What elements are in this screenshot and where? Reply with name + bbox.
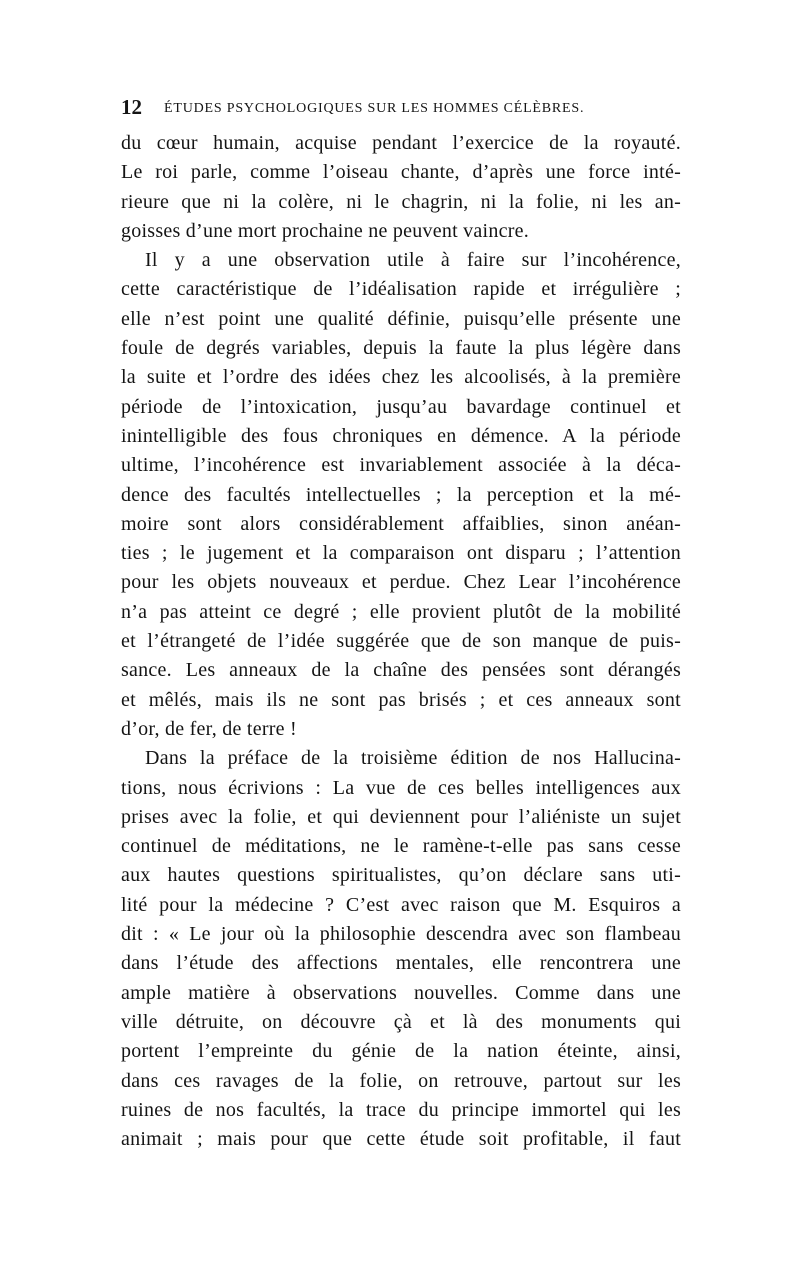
- paragraph-start-line: Dans la préface de la troisième édition de nos Hallucina-: [145, 747, 681, 770]
- text-line: ville détruite, on découvre çà et là des monuments qui: [121, 1010, 681, 1033]
- running-header: [121, 95, 681, 117]
- text-line: continuel de méditations, ne le ramène-t-elle pas sans cesse: [121, 835, 681, 858]
- text-line: goisses d’une mort prochaine ne peuvent vaincre.: [121, 219, 529, 242]
- text-line: tions, nous écrivions : La vue de ces belles intelligences aux: [121, 776, 681, 799]
- body-text: [121, 129, 681, 1154]
- text-line: prises avec la folie, et qui deviennent pour l’aliéniste un sujet: [121, 805, 681, 828]
- text-line: inintelligible des fous chroniques en démence. A la période: [121, 424, 681, 447]
- text-line: dence des facultés intellectuelles ; la perception et la mé-: [121, 483, 681, 506]
- text-line: d’or, de fer, de terre !: [121, 717, 297, 740]
- text-line: portent l’empreinte du génie de la nation éteinte, ainsi,: [121, 1040, 681, 1063]
- text-line: animait ; mais pour que cette étude soit profitable, il faut: [121, 1128, 681, 1151]
- text-line: dans ces ravages de la folie, on retrouve, partout sur les: [121, 1069, 681, 1092]
- text-line: rieure que ni la colère, ni le chagrin, ni la folie, ni les an-: [121, 190, 681, 213]
- text-line: dans l’étude des affections mentales, elle rencontrera une: [121, 952, 681, 975]
- text-line: et l’étrangeté de l’idée suggérée que de son manque de puis-: [121, 630, 681, 653]
- text-line: pour les objets nouveaux et perdue. Chez Lear l’incohérence: [121, 571, 681, 594]
- text-line: dit : « Le jour où la philosophie descendra avec son flambeau: [121, 923, 681, 946]
- text-line: moire sont alors considérablement affaiblies, sinon anéan-: [121, 512, 681, 535]
- text-line: ultime, l’incohérence est invariablement associée à la déca-: [121, 454, 681, 477]
- running-title: ÉTUDES PSYCHOLOGIQUES SUR LES HOMMES CÉLÈBRES.: [164, 101, 585, 116]
- text-line: foule de degrés variables, depuis la faute la plus légère dans: [121, 337, 681, 360]
- text-line: ties ; le jugement et la comparaison ont disparu ; l’attention: [121, 542, 681, 565]
- text-line: ample matière à observations nouvelles. Comme dans une: [121, 981, 681, 1004]
- text-line: n’a pas atteint ce degré ; elle provient plutôt de la mobilité: [121, 600, 681, 623]
- text-line: la suite et l’ordre des idées chez les alcoolisés, à la première: [121, 366, 681, 389]
- text-line: période de l’intoxication, jusqu’au bavardage continuel et: [121, 395, 681, 418]
- text-line: du cœur humain, acquise pendant l’exercice de la royauté.: [121, 132, 681, 154]
- text-line: et mêlés, mais ils ne sont pas brisés ; et ces anneaux sont: [121, 688, 681, 711]
- text-line: Le roi parle, comme l’oiseau chante, d’après une force inté-: [121, 161, 681, 184]
- text-line: lité pour la médecine ? C’est avec raison que M. Esquiros a: [121, 893, 681, 916]
- text-line: ruines de nos facultés, la trace du principe immortel qui les: [121, 1098, 681, 1121]
- text-line: aux hautes questions spiritualistes, qu’on déclare sans uti-: [121, 864, 681, 887]
- text-line: sance. Les anneaux de la chaîne des pensées sont dérangés: [121, 659, 681, 682]
- text-line: elle n’est point une qualité définie, puisqu’elle présente une: [121, 307, 681, 330]
- page-number: 12: [121, 95, 142, 119]
- paragraph-start-line: Il y a une observation utile à faire sur l’incohérence,: [145, 249, 681, 272]
- text-line: cette caractéristique de l’idéalisation rapide et irrégulière ;: [121, 278, 681, 301]
